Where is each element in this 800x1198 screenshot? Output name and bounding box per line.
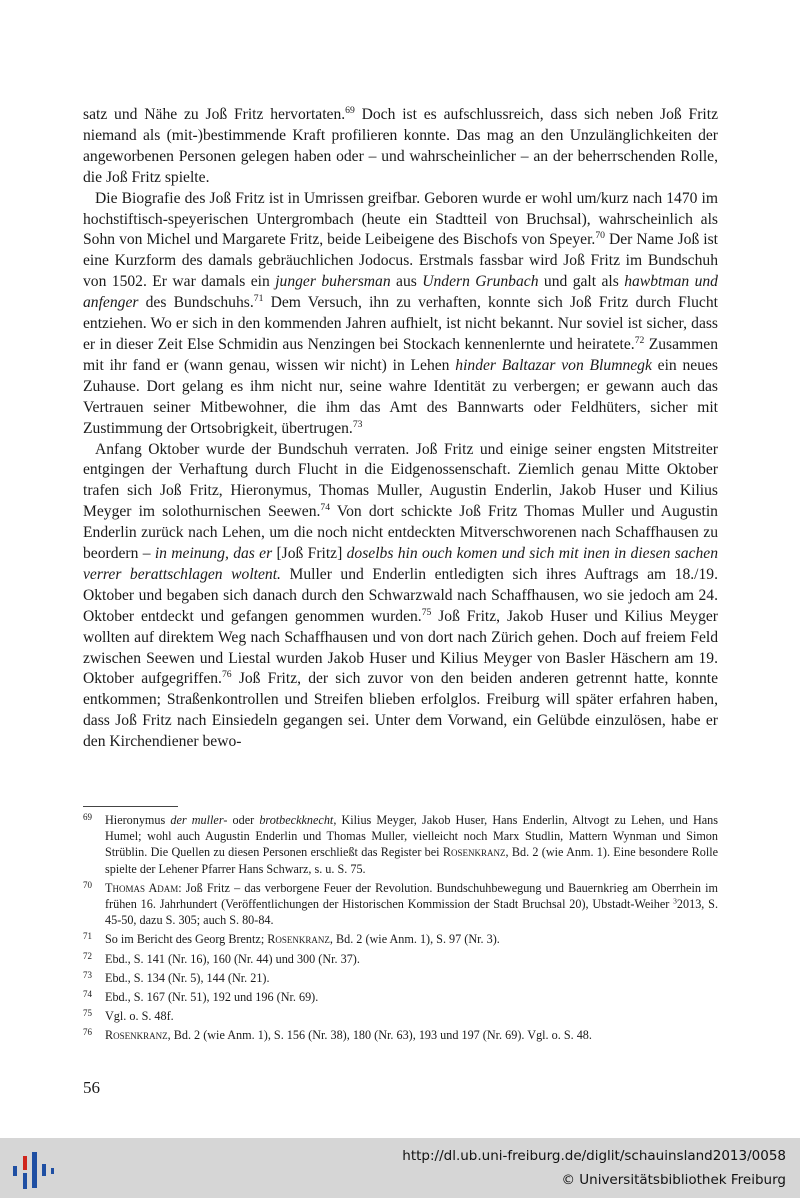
quote-italic: hinder Baltazar von Blumnegk: [455, 356, 652, 374]
text-run: , Bd. 2 (wie Anm. 1), S. 97 (Nr. 3).: [329, 932, 500, 947]
text-run: satz und Nähe zu Joß Fritz hervortaten.: [83, 106, 346, 123]
footnote-ref-73[interactable]: 73: [352, 418, 363, 430]
text-run: Joß Fritz, Jakob Huser und Kilius Meyger wollten auf direktem Weg nach Schaffhausen und von dort nach Zürich gehen. Doch auf freiem Feld zwischen Seewen und Liestal wurden Jakob Huser und Kilius Meyger von Basler Häschern am 19. Oktober aufgegriffen.: [83, 607, 718, 688]
author-name: Rosenkranz: [442, 845, 506, 860]
text-run: Der Name Joß ist eine Kurzform des damals gebräuchlichen Jodocus. Erstmals fassbar wird Joß Fritz im Bundschuh von 1502. Er war damals ein: [83, 231, 718, 291]
text-run: und galt als: [538, 273, 625, 291]
footnote-70: [83, 880, 718, 929]
text-run: Von dort schickte Joß Fritz Thomas Muller und Augustin Enderlin zurück nach Lehen, um die noch nicht entdeckten Mitverschworenen nach Schaffhausen zu beordern –: [83, 503, 718, 563]
text-run: des Bundschuhs.: [138, 294, 254, 312]
text-run: Joß Fritz, der sich zuvor von den beiden anderen getrennt hatte, konnte entkommen; Straßenkontrollen und Streifen blieben erfolglos. Freiburg will später erfahren haben, dass Joß Fritz nach Einsiedeln gegangen sei. Unter dem Vorwand, ein Gelübde einzulösen, habe er den Kirchendiener bewo-: [83, 670, 718, 751]
text-run: Anfang Oktober wurde der Bundschuh verraten. Joß Fritz und einige seiner engsten Mitstreiter entgingen der Verhaftung durch Flucht in die Eidgenossenschaft. Ziemlich genau Mitte Oktober trafen sich Joß Fritz, Hieronymus, Thomas Muller, Augustin Enderlin, Jakob Huser und Kilius Meyger im solothurnischen Seewen.: [83, 440, 718, 521]
text-run: Vgl. o. S. 48f.: [105, 1009, 174, 1024]
text-run: [Joß Fritz]: [272, 545, 347, 563]
footnote-number: 74: [83, 989, 92, 1000]
text-run: oder: [227, 813, 260, 827]
text-run: , Bd. 2 (wie Anm. 1), S. 156 (Nr. 38), 180 (Nr. 63), 193 und 197 (Nr. 69). Vgl. o. S. 48.: [167, 1028, 592, 1043]
text-run: So im Bericht des Georg Brentz;: [105, 932, 268, 947]
footnote-ref-71[interactable]: 71: [253, 293, 264, 305]
footnote-ref-69[interactable]: 69: [345, 105, 355, 117]
text-run: Ebd., S. 167 (Nr. 51), 192 und 196 (Nr. 69).: [105, 990, 319, 1005]
footnote-number: 71: [83, 931, 92, 942]
text-run: 2013, S. 45-50, dazu S. 305; auch S. 80-84.: [105, 897, 718, 928]
permalink[interactable]: http://dl.ub.uni-freiburg.de/diglit/schauinsland2013/0058: [402, 1148, 786, 1164]
page-number: 56: [83, 1078, 100, 1097]
paragraph-3: [83, 440, 718, 754]
text-run: , Kilius Meyger, Jakob Huser, Hans Enderlin, Altvogt zu Lehen, und Hans Humel; wohl auch Augustin Enderlin und Thomas Muller, vielleicht noch Marx Studlin, Mattern Wynman und Simon Strüblin. Die Quellen zu diesen Personen erschließt das Register bei: [105, 813, 719, 860]
footnote-71: [83, 931, 718, 947]
footnote-number: 72: [83, 950, 92, 961]
library-logo-icon: [8, 1148, 58, 1192]
main-text: [83, 105, 718, 753]
footnote-69: [83, 812, 718, 877]
quote-italic: hawbtman und anfenger: [83, 273, 718, 312]
viewer-footer: [0, 1138, 800, 1198]
footnote-number: 73: [83, 969, 92, 980]
text-run: Die Biografie des Joß Fritz ist in Umrissen greifbar. Geboren wurde er wohl um/kurz nach 1470 im hochstiftisch-speyerischen Untergrombach (heute ein Stadtteil von Bruchsal), wahrscheinlich als Sohn von Michel und Margarete Fritz, beide Leibeigene des Bischofs von Speyer.: [83, 189, 718, 249]
footnote-ref-72[interactable]: 72: [634, 335, 645, 347]
quote-italic: der muller-: [170, 813, 228, 827]
footnote-number: 69: [83, 812, 92, 822]
footnotes: [83, 812, 718, 1047]
quote-italic: in meinung, das er: [154, 545, 273, 563]
quote-italic: doselbs hin ouch komen und sich mit inen in diesen sachen verrer berattschlagen woltent.: [83, 545, 718, 583]
edition-superscript: 3: [673, 896, 677, 906]
footnote-72: [83, 951, 718, 967]
paragraph-1: [83, 105, 718, 189]
text-run: Hieronymus: [105, 813, 171, 827]
text-run: Muller und Enderlin entledigten sich ihres Auftrags am 18./19. Oktober und begaben sich danach durch den Schwarzwald nach Schaffhausen, wo sie jedoch am 24. Oktober entdeckt und gefangen genommen wurden.: [83, 565, 718, 625]
footnote-75: [83, 1008, 718, 1024]
paragraph-2: [83, 189, 718, 440]
author-name: Thomas Adam: [105, 880, 179, 895]
text-run: , Bd. 2 (wie Anm. 1). Eine besondere Rolle spielte der Lehener Pfarrer Hans Schwarz, s. u. S. 75.: [105, 845, 719, 876]
footnote-76: [83, 1027, 718, 1043]
text-run: Zusammen mit ihr fand er (wann genau, wissen wir nicht) in Lehen: [83, 335, 719, 374]
footnote-ref-70[interactable]: 70: [595, 230, 605, 242]
footnote-73: [83, 970, 718, 986]
text-run: Ebd., S. 134 (Nr. 5), 144 (Nr. 21).: [105, 970, 270, 985]
quote-italic: brotbeckknecht: [259, 813, 334, 827]
quote-italic: junger buhersman: [275, 273, 391, 291]
footnote-ref-75[interactable]: 75: [421, 606, 432, 618]
footnote-number: 70: [83, 879, 92, 890]
footnote-ref-76[interactable]: 76: [221, 669, 232, 681]
author-name: Rosenkranz: [105, 1028, 168, 1043]
footnote-ref-74[interactable]: 74: [320, 502, 331, 514]
text-run: Dem Versuch, ihn zu verhaften, konnte sich Joß Fritz durch Flucht entziehen. Wo er sich in den kommenden Jahren aufhielt, ist nicht bekannt. Nur soviel ist sicher, dass er in dieser Zeit Else Schmidin aus Nenzingen bei Stockach kennenlernte und heiratete.: [83, 294, 718, 353]
footnote-number: 76: [83, 1027, 92, 1038]
text-run: : Joß Fritz – das verborgene Feuer der Revolution. Bundschuhbewegung und Bauernkrieg am Oberrhein im frühen 16. Jahrhundert (Veröffentlichungen der Historischen Kommission der Stadt Bruchsal 20), Ubstadt-Weiher: [105, 880, 718, 912]
quote-italic: Undern Grunbach: [422, 273, 539, 291]
text-run: Ebd., S. 141 (Nr. 16), 160 (Nr. 44) und 300 (Nr. 37).: [105, 951, 360, 966]
copyright-notice: © Universitätsbibliothek Freiburg: [561, 1172, 786, 1188]
footnote-74: [83, 989, 718, 1005]
text-run: aus: [390, 273, 423, 291]
text-run: Doch ist es aufschlussreich, dass sich neben Joß Fritz niemand als (mit-)bestimmende Kraft profilieren konnte. Das mag an den Unzulänglichkeiten der angeworbenen Personen gelegen haben oder – und wahrscheinlicher – an der beherrschenden Rolle, die Joß Fritz spielte.: [83, 106, 718, 186]
footnote-number: 75: [83, 1008, 92, 1019]
text-run: ein neues Zuhause. Dort gelang es ihm nicht nur, seine wahre Identität zu verbergen; er gewann auch das Vertrauen seiner Mitbewohner, die ihm das Amt des Bannwarts oder Feldhüters, sicher mit Zustimmung der Ortsobrigkeit, übertrugen.: [83, 356, 718, 437]
footnote-divider: [83, 806, 178, 807]
author-name: Rosenkranz: [267, 932, 330, 947]
